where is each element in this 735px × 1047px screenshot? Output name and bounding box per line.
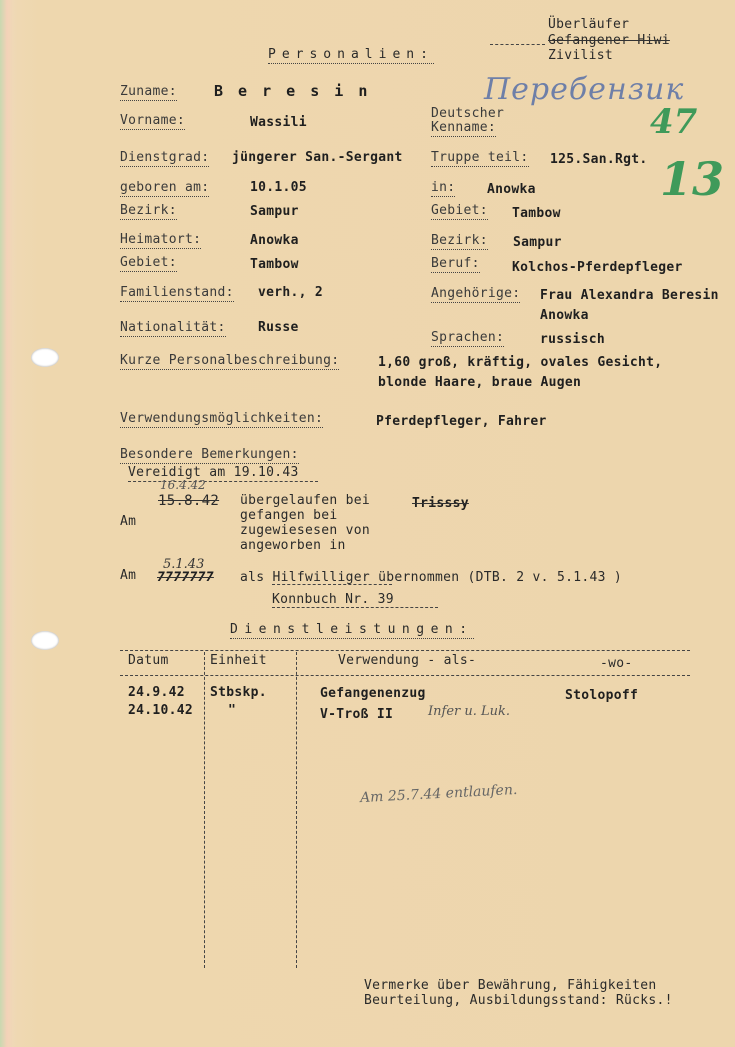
vereidigt-underline: [128, 481, 318, 482]
verwendung-label: Verwendungsmöglichkeiten:: [120, 411, 324, 426]
handwritten-note-1: Infer u. Luk.: [428, 704, 511, 719]
handwritten-date-5-1-43: 5.1.43: [163, 557, 205, 572]
geboren-label: geboren am:: [120, 180, 210, 195]
gebiet2-value: Tambow: [250, 257, 299, 272]
angehoerige-value-line2: Anowka: [540, 308, 589, 323]
row1-datum: 24.9.42: [128, 685, 185, 700]
dienstgrad-value: jüngerer San.-Sergant: [232, 150, 403, 165]
sprachen-value: russisch: [540, 332, 606, 347]
remark-option-uebergelaufen: übergelaufen bei: [240, 493, 371, 508]
status-option-zivilist: Zivilist: [548, 48, 614, 63]
bezirk-value: Sampur: [250, 204, 299, 219]
row2-verwendung: V-Troß II: [320, 707, 394, 722]
row2-datum: 24.10.42: [128, 703, 194, 718]
gebiet-value: Tambow: [512, 206, 561, 221]
geburtsort-value: Anowka: [487, 182, 536, 197]
handwritten-note-2: Am 25.7.44 entlaufen.: [359, 781, 518, 807]
remark-date-1: 15.8.42: [158, 493, 220, 509]
kenname-label-line2: Kenname:: [431, 120, 497, 135]
table-top-rule: [120, 650, 690, 651]
zuname-label: Zuname:: [120, 84, 177, 99]
handwritten-mark-47: 47: [650, 102, 698, 142]
gebiet2-label: Gebiet:: [120, 255, 177, 270]
footer-line-2: Beurteilung, Ausbildungsstand: Rücks.!: [364, 993, 673, 1008]
konnbuch-number: Konnbuch Nr. 39: [272, 592, 394, 607]
truppenteil-label: Truppe teil:: [431, 150, 529, 165]
column-divider-1: [204, 652, 205, 968]
row1-einheit: Stbskp.: [210, 685, 267, 700]
konnbuch-underline: [272, 607, 438, 608]
nationalitaet-label: Nationalität:: [120, 320, 226, 335]
heimatort-label: Heimatort:: [120, 232, 202, 247]
bemerkungen-label: Besondere Bemerkungen:: [120, 447, 299, 462]
beschreibung-value-line2: blonde Haare, braue Augen: [378, 375, 582, 390]
remark-option-gefangen: gefangen bei: [240, 508, 338, 523]
vereidigt-text: Vereidigt am 19.10.43: [128, 465, 299, 480]
beruf-value: Kolchos-Pferdepfleger: [512, 260, 683, 275]
familienstand-value: verh., 2: [258, 285, 324, 300]
zuname-value: B e r e s i n: [214, 82, 371, 100]
remark-uebernommen: als Hilfwilliger übernommen (DTB. 2 v. 5.1.43 ): [240, 570, 622, 585]
geboren-value: 10.1.05: [250, 180, 307, 195]
beruf-label: Beruf:: [431, 256, 480, 271]
angehoerige-value-line1: Frau Alexandra Beresin: [540, 288, 719, 303]
kenname-label-line1: Deutscher: [431, 106, 505, 121]
column-header-wo: -wo-: [600, 656, 633, 671]
status-connector: [490, 44, 545, 45]
remark-am-1: Am: [120, 514, 137, 529]
column-header-verwendung: Verwendung - als-: [338, 653, 477, 668]
familienstand-label: Familienstand:: [120, 285, 234, 300]
truppenteil-value: 125.San.Rgt.: [550, 152, 648, 167]
handwritten-cyrillic-name: Перебензик: [484, 72, 685, 107]
remark-option-angeworben: angeworben in: [240, 538, 346, 553]
row1-wo: Stolopoff: [565, 688, 639, 703]
dienstleistungen-title: Dienstleistungen:: [230, 622, 474, 637]
bezirk-label: Bezirk:: [120, 203, 177, 218]
status-option-gefangener: Gefangener Hiwi: [548, 33, 670, 48]
dienstgrad-label: Dienstgrad:: [120, 150, 210, 165]
page-edge: [0, 0, 14, 1047]
remark-am-2: Am: [120, 568, 137, 583]
geburtsort-label: in:: [431, 180, 456, 195]
footer-line-1: Vermerke über Bewährung, Fähigkeiten: [364, 978, 657, 993]
row2-einheit: ": [228, 703, 237, 718]
bezirk2-label: Bezirk:: [431, 233, 488, 248]
status-option-ueberlaeufer: Überläufer: [548, 17, 630, 32]
vorname-label: Vorname:: [120, 113, 186, 128]
remark-crossed-date: 7777777: [157, 570, 214, 585]
column-header-einheit: Einheit: [210, 653, 267, 668]
angehoerige-label: Angehörige:: [431, 286, 521, 301]
column-header-datum: Datum: [128, 653, 169, 668]
nationalitaet-value: Russe: [258, 320, 299, 335]
remark-place: Trisssy: [412, 496, 469, 511]
beschreibung-value-line1: 1,60 groß, kräftig, ovales Gesicht,: [378, 355, 663, 370]
page-title: Personalien:: [268, 47, 434, 62]
vorname-value: Wassili: [250, 115, 307, 130]
remark-option-zugewiesen: zugewiesesen von: [240, 523, 371, 538]
gebiet-label: Gebiet:: [431, 203, 488, 218]
verwendung-value: Pferdepfleger, Fahrer: [376, 414, 547, 429]
sprachen-label: Sprachen:: [431, 330, 505, 345]
punch-hole: [31, 631, 59, 650]
handwritten-mark-13: 13: [660, 152, 725, 206]
punch-hole: [31, 348, 59, 367]
bezirk2-value: Sampur: [513, 235, 562, 250]
beschreibung-label: Kurze Personalbeschreibung:: [120, 353, 340, 368]
row1-verwendung: Gefangenenzug: [320, 686, 426, 701]
column-divider-2: [296, 652, 297, 968]
hilfwilliger-underline: [272, 584, 392, 585]
table-header-rule: [120, 675, 690, 676]
heimatort-value: Anowka: [250, 233, 299, 248]
handwritten-date-correction: 16.4.42: [160, 478, 206, 492]
